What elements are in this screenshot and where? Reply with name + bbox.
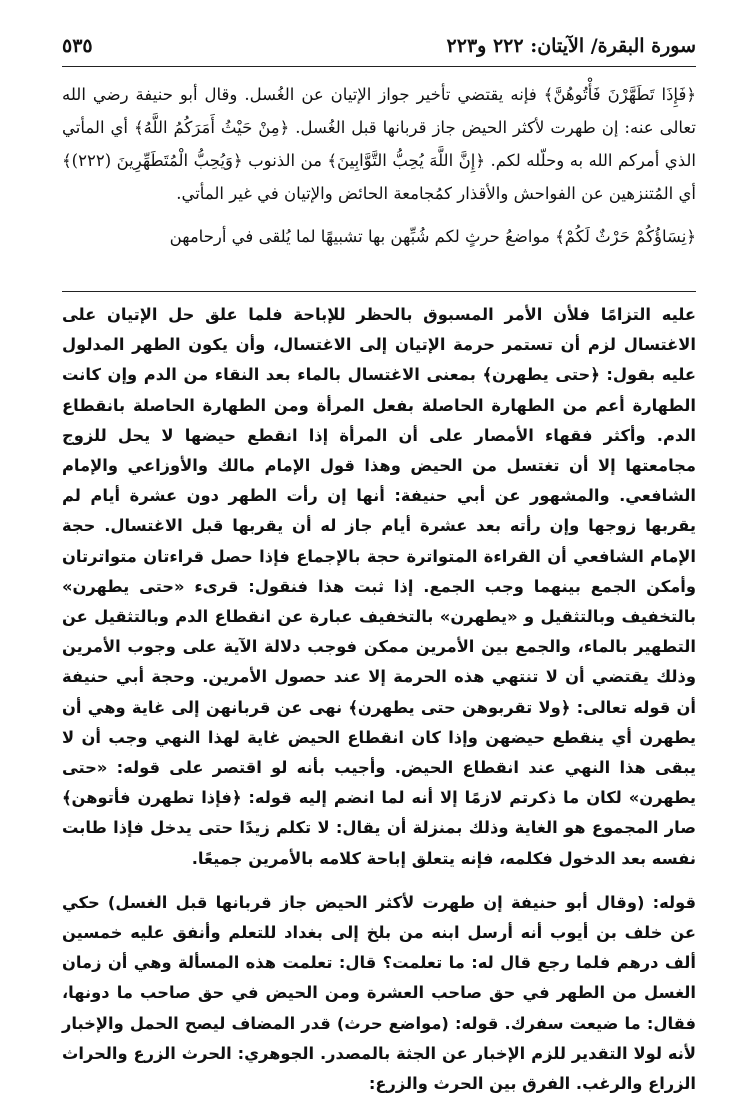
section-divider xyxy=(62,291,696,292)
page-number: ٥٣٥ xyxy=(62,35,93,57)
header-divider xyxy=(62,66,696,67)
commentary-segment: (وقال أبو حنيفة إن طهرت لأكثر الحيض جاز قربانها قبل الغسل) حكي عن خلف بن أيوب أنه أرسل ابنه من بلخ إلى بغداد للتعلم وأنفق عليه خمسين ألف درهم فلما رجع قال له: ما تعلمت؟ قال: تعلمت هذه المسألة وهي أن زمان الغسل من الطهر في حق صاحب العشرة ومن الحيض في حق صاحب ما دونها، فقال: ما ضيعت سفرك. xyxy=(62,892,697,1033)
surah-heading: سورة البقرة/ الآيتان: ٢٢٢ و٢٢٣ xyxy=(446,35,696,57)
tafsir-paragraph: ﴿فَإِذَا تَطَهَّرْنَ فَأْتُوهُنَّ﴾ فإنه يقتضي تأخير جواز الإتيان عن الغُسل. وقال أبو حنيفة رضي الله تعالى عنه: إن طهرت لأكثر الحيض جاز قربانها قبل الغُسل. ﴿مِنْ حَيْثُ أَمَرَكُمُ اللَّهُ﴾ أي المأتي الذي أمركم الله به وحلّله لكم. ﴿إِنَّ اللَّهَ يُحِبُّ التَّوَّابِينَ﴾ من الذنوب ﴿وَيُحِبُّ الْمُتَطَهِّرِينَ (٢٢٢)﴾ أي المُتنزهين عن الفواحش والأقذار كمُجامعة الحائض والإتيان في غير المأتي. xyxy=(62,85,696,203)
commentary-paragraph: عليه التزامًا فلأن الأمر المسبوق بالحظر للإباحة فلما علق حل الإتيان على الاغتسال لزم أن تستمر حرمة الإتيان إلى الاغتسال، وأن يكون الطهر المدلول عليه بقول: ﴿حتى يطهرن﴾ بمعنى الاغتسال بالماء بعد النقاء من الدم وإن كانت الطهارة أعم من الطهارة الحاصلة بفعل المرأة ومن الطهارة الحاصلة بانقطاع الدم. وأكثر فقهاء الأمصار على أن المرأة إذا انقطع حيضها لا يحل للزوج مجامعتها إلا أن تغتسل من الحيض وهذا قول الإمام مالك والأوزاعي والإمام الشافعي. والمشهور عن أبي حنيفة: أنها إن رأت الطهر دون عشرة أيام لم يقربها زوجها وإن رأته بعد عشرة أيام جاز له أن يقربها قبل الاغتسال. حجة الإمام الشافعي أن القراءة المتواترة حجة بالإجماع فإذا حصل قراءتان متواترتان وأمكن الجمع بينهما وجب الجمع. إذا ثبت هذا فنقول: قرىء «حتى يطهرن» بالتخفيف وبالتثقيل و «يطهرن» بالتخفيف عبارة عن انقطاع الدم وبالتثقيل عن التطهير بالماء، والجمع بين الأمرين ممكن فوجب دلالة الآية على وجوب الأمرين وذلك يقتضي أن لا تنتهي هذه الحرمة إلا عند حصول الأمرين. وحجة أبي حنيفة أن قوله تعالى: ﴿ولا تقربوهن حتى يطهرن﴾ نهى عن قربانهن إلى غاية وهي أن يطهرن أي ينقطع حيضهن وإذا كان انقطاع الحيض غاية لهذا النهي وجب أن لا يبقى هذا النهي عند انقطاع الحيض. وأجيب بأنه لو اقتصر على قوله: «حتى يطهرن» لكان ما ذكرتم لازمًا إلا أنه لما انضم إليه قوله: ﴿فإذا تطهرن فأتوهن﴾ صار المجموع هو الغاية وذلك بمنزلة أن يقال: لا تكلم زيدًا حتى يدخل فإذا طابت نفسه بعد الدخول فكلمه، فإنه يتعلق إباحة كلامه بالأمرين جميعًا. xyxy=(62,305,696,868)
commentary-text xyxy=(62,300,696,1099)
keyword-label: قوله: xyxy=(455,1013,499,1033)
tafsir-text xyxy=(62,78,696,253)
commentary-paragraph xyxy=(62,888,696,1099)
keyword-label: قوله: xyxy=(652,892,696,912)
page-header xyxy=(62,30,696,62)
commentary-segment: (مواضع حرث) قدر المضاف ليصح الحمل والإخبار لأنه لولا التقدير للزم الإخبار عن الجثة بالمصدر. الجوهري: الحرث الزرع والحراث الزراع والرغب. الفرق بين الحرث والزرع: xyxy=(62,1013,696,1094)
tafsir-paragraph: ﴿نِسَاؤُكُمْ حَرْثٌ لَكُمْ﴾ مواضعُ حرثٍ لكم شُبِّهن بها تشبيهًا لما يُلقى في أرحامهن xyxy=(169,227,696,246)
